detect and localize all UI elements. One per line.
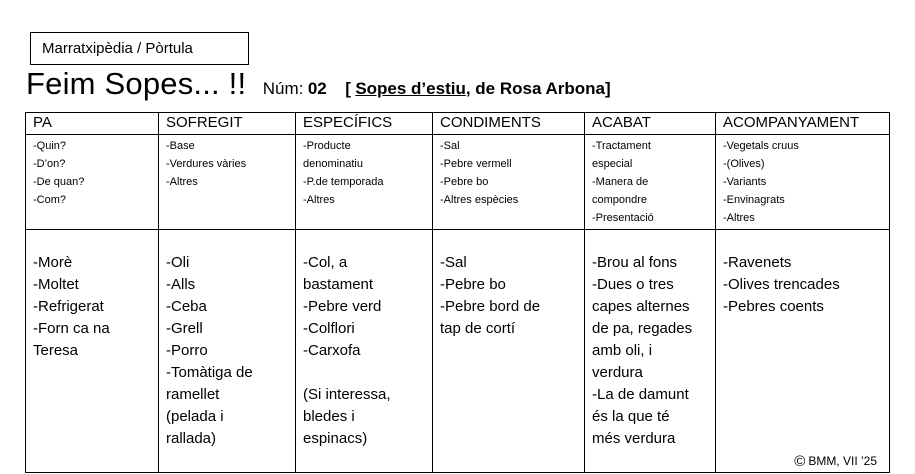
column-header-acabat: ACABAT xyxy=(585,113,716,135)
column-header-pa: PA xyxy=(26,113,159,135)
list-item: -Pebres coents xyxy=(723,298,824,315)
hint-line: compondre xyxy=(592,194,648,206)
list-item: -Sal xyxy=(440,254,467,271)
column-header-sofregit: SOFREGIT xyxy=(159,113,296,135)
hint-line: -Altres espècies xyxy=(440,194,519,206)
list-item: bastament xyxy=(303,276,374,293)
list-item: -Grell xyxy=(166,320,203,337)
hint-row xyxy=(26,135,890,230)
content-cell xyxy=(26,230,159,473)
list-item: espinacs) xyxy=(303,430,368,447)
title-line xyxy=(26,64,611,104)
hint-line: -Manera de xyxy=(592,176,649,188)
hint-cell xyxy=(433,135,585,230)
hint-cell xyxy=(585,135,716,230)
list-item: -Refrigerat xyxy=(33,298,104,315)
list-item: capes alternes xyxy=(592,298,690,315)
content-cell xyxy=(296,230,433,473)
list-item: -Pebre bo xyxy=(440,276,506,293)
hint-line: -Sal xyxy=(440,140,460,152)
list-item: -Porro xyxy=(166,342,208,359)
hint-line: -Verdures vàries xyxy=(166,158,247,170)
hint-line: -Vegetals cruus xyxy=(723,140,799,152)
hint-line: -Base xyxy=(166,140,195,152)
hint-line: -Presentació xyxy=(592,212,654,224)
list-item: -La de damunt xyxy=(592,386,689,403)
hint-cell xyxy=(26,135,159,230)
number-label: Núm: xyxy=(262,79,304,98)
hint-line: -D’on? xyxy=(33,158,66,170)
list-item: Teresa xyxy=(33,342,79,359)
content-cell xyxy=(716,230,890,473)
list-item: bledes i xyxy=(303,408,355,425)
list-item: tap de cortí xyxy=(440,320,516,337)
list-item: més verdura xyxy=(592,430,676,447)
list-item: és la que té xyxy=(592,408,670,425)
list-item: -Col, a xyxy=(303,254,348,271)
hint-cell xyxy=(716,135,890,230)
list-item: -Brou al fons xyxy=(592,254,678,271)
hint-line: -Pebre vermell xyxy=(440,158,512,170)
hint-line: -Tractament xyxy=(592,140,651,152)
list-item: -Dues o tres xyxy=(592,276,674,293)
column-header-especifics: ESPECÍFICS xyxy=(296,113,433,135)
hint-line: -De quan? xyxy=(33,176,85,188)
page-title: Feim Sopes... !! xyxy=(26,66,247,101)
list-item: (pelada i xyxy=(166,408,224,425)
content-cell xyxy=(585,230,716,473)
hint-line: -Quin? xyxy=(33,140,67,152)
table-header-row xyxy=(26,113,890,135)
list-item: -Tomàtiga de xyxy=(166,364,253,381)
list-item: -Colflori xyxy=(303,320,355,337)
brand-box xyxy=(30,32,249,65)
hint-line: -Altres xyxy=(166,176,198,188)
hint-line: -Envinagrats xyxy=(723,194,785,206)
hint-line: -(Olives) xyxy=(723,158,765,170)
column-header-acompanyament: ACOMPANYAMENT xyxy=(716,113,890,135)
recipe-title: Sopes d’estiu xyxy=(355,79,466,98)
copyright-icon: © xyxy=(794,453,806,470)
content-cell xyxy=(159,230,296,473)
hint-cell xyxy=(159,135,296,230)
number-value: 02 xyxy=(307,79,327,98)
hint-line: -Producte xyxy=(303,140,351,152)
content-row xyxy=(26,230,890,473)
recipe-table xyxy=(25,112,890,473)
list-item: -Morè xyxy=(33,254,73,271)
brand-label: Marratxipèdia / Pòrtula xyxy=(42,40,193,57)
list-item: -Moltet xyxy=(33,276,79,293)
hint-cell xyxy=(296,135,433,230)
credit xyxy=(794,453,877,470)
list-item: ramellet xyxy=(166,386,220,403)
list-item: -Pebre bord de xyxy=(440,298,541,315)
hint-line: -Altres xyxy=(303,194,335,206)
column-header-condiments: CONDIMENTS xyxy=(433,113,585,135)
list-item: -Oli xyxy=(166,254,190,271)
hint-line: denominatiu xyxy=(303,158,363,170)
list-item: -Ravenets xyxy=(723,254,792,271)
credit-text: BMM, VII ’25 xyxy=(808,454,877,468)
list-item: -Ceba xyxy=(166,298,207,315)
content-cell xyxy=(433,230,585,473)
hint-line: -Variants xyxy=(723,176,767,188)
hint-line: especial xyxy=(592,158,633,170)
recipe-author: , de Rosa Arbona] xyxy=(465,79,611,98)
hint-line: -Pebre bo xyxy=(440,176,489,188)
list-item xyxy=(303,362,428,384)
list-item: verdura xyxy=(592,364,643,381)
hint-line: -P.de temporada xyxy=(303,176,384,188)
list-item: (Si interessa, xyxy=(303,386,391,403)
hint-line: -Com? xyxy=(33,194,67,206)
list-item: -Carxofa xyxy=(303,342,361,359)
bracket-open: [ xyxy=(345,79,351,98)
list-item: rallada) xyxy=(166,430,217,447)
list-item: -Alls xyxy=(166,276,196,293)
list-item: -Olives trencades xyxy=(723,276,840,293)
list-item: -Forn ca na xyxy=(33,320,110,337)
list-item: amb oli, i xyxy=(592,342,653,359)
list-item: de pa, regades xyxy=(592,320,693,337)
list-item: -Pebre verd xyxy=(303,298,382,315)
hint-line: -Altres xyxy=(723,212,755,224)
